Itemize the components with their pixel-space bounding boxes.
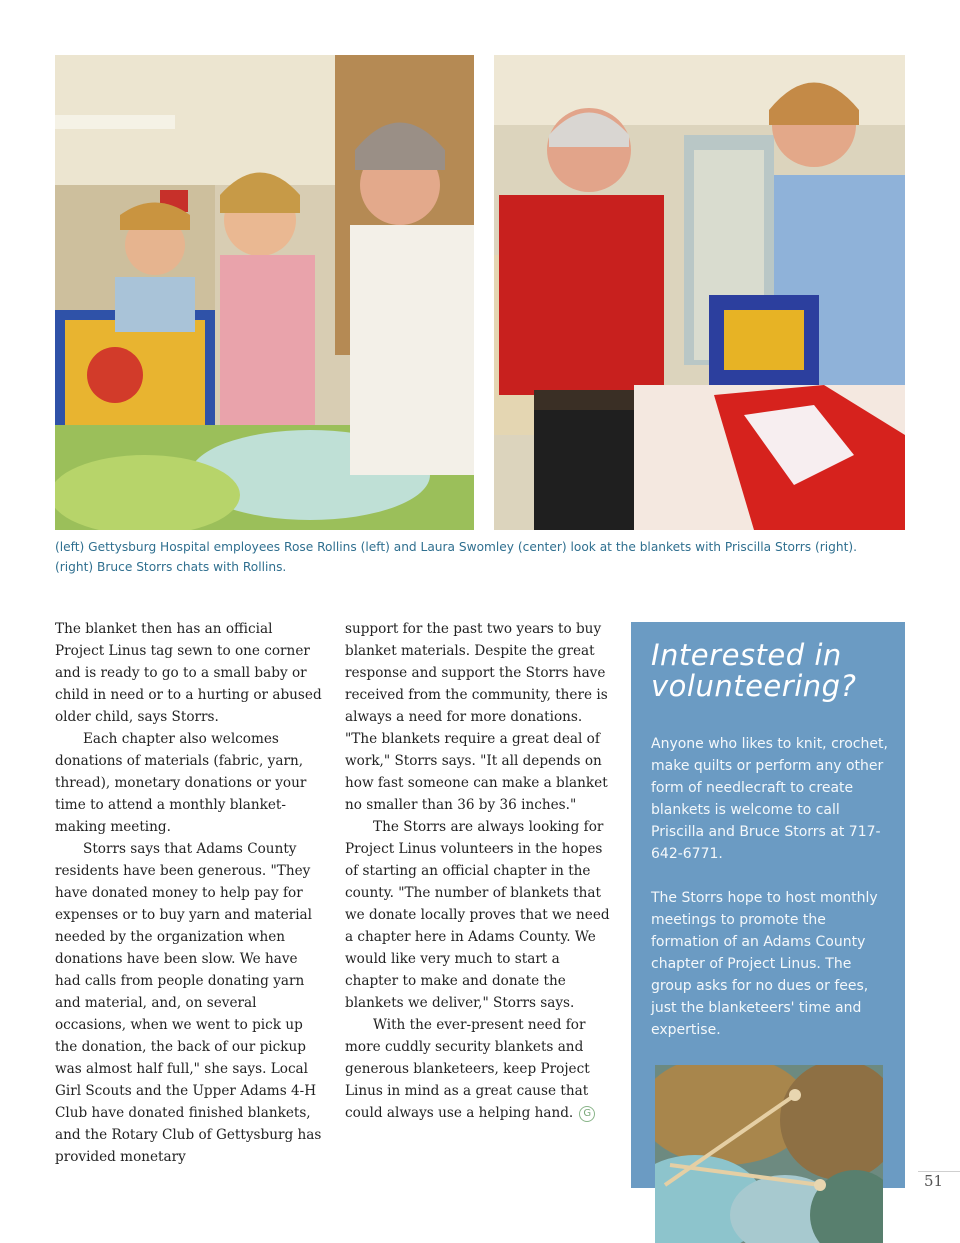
sidebar-paragraph-meetings: The Storrs hope to host monthly meetings to promote the formation of an Adams County chapter of Project Linus. The group asks for no dues or fees, just the blanketeers' time and expertise. [651,890,878,1038]
yarn-photo-image [655,1065,883,1243]
end-mark-icon: G [579,1106,595,1122]
yarn-knitting-needles-photo [655,1065,883,1243]
sidebar-title: Interested in volunteering? [651,638,857,703]
article-paragraph: Storrs says that Adams County residents have been generous. "They have donated money to help pay for expenses or to buy yarn and material needed by the organization when donations have been slow. We have had calls from people donating yarn and material, and, on several occasions, when we went to pick up the donation, the back of our pickup was almost half full," she says. Local Girl Scouts and the Upper Adams 4-H Club have donated finished blankets, and the Rotary Club of Gettysburg has provided monetary [55,841,322,1165]
article-column-1 [55,618,325,1168]
article-column-2 [345,618,610,1124]
caption-line-1: (left) Gettysburg Hospital employees Rose Rollins (left) and Laura Swomley (center) look at the blankets with Priscilla Storrs (right). [55,540,857,554]
caption-line-2: (right) Bruce Storrs chats with Rollins. [55,560,287,574]
photo-caption [55,537,915,577]
photo-right-bruce-storrs [494,55,905,530]
sidebar-paragraph-contact: Anyone who likes to knit, crochet, make quilts or perform any other form of needlecraft to create blankets is welcome to call Priscilla and Bruce Storrs at 717-642-6771. [651,736,888,862]
article-final-text: With the ever-present need for more cuddly security blankets and generous blanketeers, keep Project Linus in mind as a great cause that could always use a helping hand. [345,1017,590,1121]
article-paragraph: The blanket then has an official Project Linus tag sewn to one corner and is ready to go to a small baby or child in need or to a hurting or abused older child, says Storrs. [55,621,322,725]
photo-right-image [494,55,905,530]
photo-left-hospital-employees [55,55,474,530]
page-number: 51 [924,1172,944,1190]
article-paragraph: Each chapter also welcomes donations of materials (fabric, yarn, thread), monetary donations or your time to attend a monthly blanket-making meeting. [55,731,307,835]
article-paragraph: The Storrs are always looking for Project Linus volunteers in the hopes of starting an official chapter in the county. "The number of blankets that we donate locally proves that we need a chapter here in Adams County. We would like very much to start a chapter to make and donate the blankets we deliver," Storrs says. [345,819,610,1011]
article-paragraph: support for the past two years to buy blanket materials. Despite the great response and support the Storrs have received from the community, there is always a need for more donations. "The blankets require a great deal of work," Storrs says. "It all depends on how fast someone can make a blanket no smaller than 36 by 36 inches." [345,621,608,813]
article-paragraph-final [345,1014,610,1124]
photo-left-image [55,55,474,530]
